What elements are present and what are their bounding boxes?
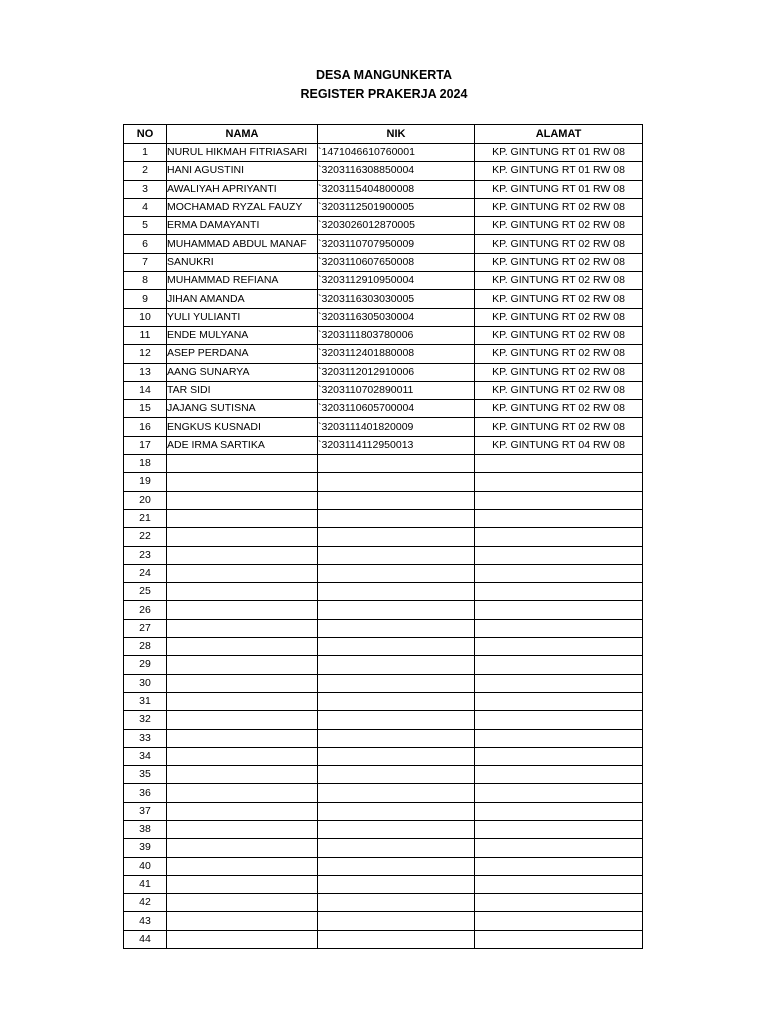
- cell-nik: `3203111401820009: [318, 418, 475, 436]
- table-row: [124, 656, 643, 674]
- cell-nama: [167, 674, 318, 692]
- cell-nik: [318, 473, 475, 491]
- cell-nama: [167, 930, 318, 948]
- cell-nik: [318, 674, 475, 692]
- cell-alamat: KP. GINTUNG RT 02 RW 08: [475, 400, 643, 418]
- cell-nama: MUHAMMAD ABDUL MANAF: [167, 235, 318, 253]
- table-row: [124, 198, 643, 216]
- cell-nama: [167, 656, 318, 674]
- cell-alamat: [475, 839, 643, 857]
- cell-no: 1: [124, 144, 167, 162]
- cell-alamat: [475, 747, 643, 765]
- cell-nama: [167, 820, 318, 838]
- cell-nik: [318, 583, 475, 601]
- cell-nik: [318, 564, 475, 582]
- table-row: [124, 839, 643, 857]
- cell-no: 8: [124, 272, 167, 290]
- cell-nama: [167, 509, 318, 527]
- cell-alamat: KP. GINTUNG RT 02 RW 08: [475, 308, 643, 326]
- cell-nama: [167, 491, 318, 509]
- cell-nik: `3203112501900005: [318, 198, 475, 216]
- cell-nik: `3203116303030005: [318, 290, 475, 308]
- cell-alamat: KP. GINTUNG RT 02 RW 08: [475, 272, 643, 290]
- table-row: [124, 253, 643, 271]
- table-row: [124, 491, 643, 509]
- table-row: [124, 473, 643, 491]
- cell-nama: [167, 564, 318, 582]
- cell-no: 16: [124, 418, 167, 436]
- cell-no: 23: [124, 546, 167, 564]
- header-nik: NIK: [318, 125, 475, 144]
- cell-nama: ENGKUS KUSNADI: [167, 418, 318, 436]
- cell-nama: [167, 601, 318, 619]
- table-row: [124, 326, 643, 344]
- cell-no: 20: [124, 491, 167, 509]
- table-row: [124, 144, 643, 162]
- cell-alamat: KP. GINTUNG RT 01 RW 08: [475, 180, 643, 198]
- cell-no: 7: [124, 253, 167, 271]
- cell-no: 24: [124, 564, 167, 582]
- cell-alamat: [475, 455, 643, 473]
- table-row: [124, 381, 643, 399]
- table-row: [124, 235, 643, 253]
- cell-nik: `3203110707950009: [318, 235, 475, 253]
- cell-nama: YULI YULIANTI: [167, 308, 318, 326]
- cell-alamat: [475, 711, 643, 729]
- cell-nik: [318, 784, 475, 802]
- table-row: [124, 400, 643, 418]
- cell-alamat: KP. GINTUNG RT 02 RW 08: [475, 253, 643, 271]
- table-row: [124, 601, 643, 619]
- cell-alamat: [475, 692, 643, 710]
- cell-nik: `3203112910950004: [318, 272, 475, 290]
- cell-nama: [167, 912, 318, 930]
- cell-nama: [167, 857, 318, 875]
- table-row: [124, 912, 643, 930]
- cell-nama: [167, 747, 318, 765]
- cell-alamat: [475, 857, 643, 875]
- cell-no: 34: [124, 747, 167, 765]
- register-title: REGISTER PRAKERJA 2024: [300, 87, 468, 101]
- cell-nik: [318, 802, 475, 820]
- cell-nik: `3203026012870005: [318, 217, 475, 235]
- cell-nik: [318, 729, 475, 747]
- cell-nama: [167, 875, 318, 893]
- cell-nama: [167, 619, 318, 637]
- cell-nama: HANI AGUSTINI: [167, 162, 318, 180]
- cell-no: 4: [124, 198, 167, 216]
- cell-nik: [318, 601, 475, 619]
- cell-alamat: KP. GINTUNG RT 02 RW 08: [475, 381, 643, 399]
- cell-no: 37: [124, 802, 167, 820]
- cell-nik: [318, 528, 475, 546]
- header-alamat: ALAMAT: [475, 125, 643, 144]
- cell-nik: `3203112012910006: [318, 363, 475, 381]
- cell-no: 42: [124, 894, 167, 912]
- cell-nik: [318, 546, 475, 564]
- cell-nik: `3203116305030004: [318, 308, 475, 326]
- cell-alamat: KP. GINTUNG RT 02 RW 08: [475, 418, 643, 436]
- cell-alamat: [475, 729, 643, 747]
- table-row: [124, 564, 643, 582]
- table-row: [124, 711, 643, 729]
- cell-nik: [318, 930, 475, 948]
- cell-nama: [167, 583, 318, 601]
- table-row: [124, 674, 643, 692]
- document-title-block: [0, 66, 768, 104]
- table-row: [124, 272, 643, 290]
- cell-no: 15: [124, 400, 167, 418]
- cell-nama: [167, 729, 318, 747]
- cell-no: 10: [124, 308, 167, 326]
- cell-alamat: [475, 546, 643, 564]
- cell-nik: [318, 711, 475, 729]
- cell-nama: [167, 546, 318, 564]
- cell-nik: [318, 839, 475, 857]
- cell-alamat: [475, 802, 643, 820]
- cell-nik: [318, 509, 475, 527]
- cell-alamat: KP. GINTUNG RT 02 RW 08: [475, 363, 643, 381]
- table-row: [124, 455, 643, 473]
- cell-nama: [167, 455, 318, 473]
- cell-alamat: [475, 583, 643, 601]
- cell-nama: [167, 839, 318, 857]
- table-row: [124, 583, 643, 601]
- table-row: [124, 894, 643, 912]
- cell-no: 38: [124, 820, 167, 838]
- cell-nama: ERMA DAMAYANTI: [167, 217, 318, 235]
- cell-alamat: [475, 619, 643, 637]
- cell-nama: MUHAMMAD REFIANA: [167, 272, 318, 290]
- cell-nama: SANUKRI: [167, 253, 318, 271]
- cell-no: 35: [124, 766, 167, 784]
- cell-alamat: KP. GINTUNG RT 02 RW 08: [475, 290, 643, 308]
- cell-no: 19: [124, 473, 167, 491]
- cell-no: 14: [124, 381, 167, 399]
- table-row: [124, 766, 643, 784]
- cell-nik: `3203115404800008: [318, 180, 475, 198]
- cell-nik: [318, 638, 475, 656]
- cell-nama: [167, 802, 318, 820]
- cell-alamat: [475, 674, 643, 692]
- cell-no: 36: [124, 784, 167, 802]
- cell-nik: [318, 766, 475, 784]
- cell-no: 13: [124, 363, 167, 381]
- cell-nama: ADE IRMA SARTIKA: [167, 436, 318, 454]
- table-row: [124, 930, 643, 948]
- table-row: [124, 308, 643, 326]
- cell-no: 18: [124, 455, 167, 473]
- cell-alamat: KP. GINTUNG RT 01 RW 08: [475, 144, 643, 162]
- table-row: [124, 345, 643, 363]
- cell-no: 31: [124, 692, 167, 710]
- cell-alamat: [475, 656, 643, 674]
- cell-no: 44: [124, 930, 167, 948]
- cell-nik: [318, 894, 475, 912]
- cell-no: 29: [124, 656, 167, 674]
- cell-no: 33: [124, 729, 167, 747]
- cell-nama: AWALIYAH APRIYANTI: [167, 180, 318, 198]
- cell-alamat: KP. GINTUNG RT 02 RW 08: [475, 326, 643, 344]
- cell-alamat: [475, 509, 643, 527]
- cell-no: 11: [124, 326, 167, 344]
- cell-nama: [167, 711, 318, 729]
- table-row: [124, 747, 643, 765]
- table-row: [124, 802, 643, 820]
- cell-nik: `1471046610760001: [318, 144, 475, 162]
- cell-alamat: KP. GINTUNG RT 02 RW 08: [475, 198, 643, 216]
- cell-no: 6: [124, 235, 167, 253]
- cell-no: 26: [124, 601, 167, 619]
- table-row: [124, 290, 643, 308]
- table-row: [124, 729, 643, 747]
- cell-alamat: KP. GINTUNG RT 04 RW 08: [475, 436, 643, 454]
- cell-nama: [167, 894, 318, 912]
- table-row: [124, 217, 643, 235]
- cell-alamat: KP. GINTUNG RT 02 RW 08: [475, 217, 643, 235]
- cell-alamat: KP. GINTUNG RT 01 RW 08: [475, 162, 643, 180]
- table-row: [124, 692, 643, 710]
- cell-nik: [318, 619, 475, 637]
- cell-nik: [318, 820, 475, 838]
- cell-no: 17: [124, 436, 167, 454]
- table-row: [124, 784, 643, 802]
- cell-nik: `3203112401880008: [318, 345, 475, 363]
- cell-alamat: KP. GINTUNG RT 02 RW 08: [475, 235, 643, 253]
- cell-nama: [167, 528, 318, 546]
- cell-nik: [318, 455, 475, 473]
- cell-no: 40: [124, 857, 167, 875]
- cell-no: 27: [124, 619, 167, 637]
- cell-no: 32: [124, 711, 167, 729]
- table-row: [124, 418, 643, 436]
- cell-nama: JAJANG SUTISNA: [167, 400, 318, 418]
- cell-nama: [167, 766, 318, 784]
- cell-nik: `3203114112950013: [318, 436, 475, 454]
- cell-nik: [318, 875, 475, 893]
- cell-no: 2: [124, 162, 167, 180]
- table-row: [124, 528, 643, 546]
- cell-alamat: [475, 638, 643, 656]
- table-row: [124, 162, 643, 180]
- cell-alamat: [475, 491, 643, 509]
- cell-no: 22: [124, 528, 167, 546]
- table-header-row: [124, 125, 643, 144]
- cell-no: 28: [124, 638, 167, 656]
- cell-alamat: [475, 784, 643, 802]
- cell-no: 9: [124, 290, 167, 308]
- cell-nama: NURUL HIKMAH FITRIASARI: [167, 144, 318, 162]
- cell-nik: `3203111803780006: [318, 326, 475, 344]
- table-row: [124, 363, 643, 381]
- table-row: [124, 509, 643, 527]
- cell-alamat: [475, 473, 643, 491]
- table-row: [124, 820, 643, 838]
- cell-nik: [318, 747, 475, 765]
- cell-nama: ASEP PERDANA: [167, 345, 318, 363]
- cell-alamat: [475, 912, 643, 930]
- cell-alamat: [475, 766, 643, 784]
- cell-nama: JIHAN AMANDA: [167, 290, 318, 308]
- cell-alamat: [475, 875, 643, 893]
- cell-alamat: [475, 528, 643, 546]
- cell-nik: `3203110702890011: [318, 381, 475, 399]
- table-row: [124, 857, 643, 875]
- register-table: [123, 124, 643, 949]
- cell-nama: AANG SUNARYA: [167, 363, 318, 381]
- cell-no: 12: [124, 345, 167, 363]
- cell-no: 5: [124, 217, 167, 235]
- cell-nik: [318, 491, 475, 509]
- cell-alamat: [475, 930, 643, 948]
- cell-nama: [167, 692, 318, 710]
- table-row: [124, 436, 643, 454]
- cell-no: 21: [124, 509, 167, 527]
- header-no: NO: [124, 125, 167, 144]
- cell-nama: [167, 784, 318, 802]
- cell-nik: `3203110605700004: [318, 400, 475, 418]
- cell-nik: `3203110607650008: [318, 253, 475, 271]
- table-row: [124, 619, 643, 637]
- cell-no: 43: [124, 912, 167, 930]
- header-nama: NAMA: [167, 125, 318, 144]
- register-body: [124, 144, 643, 949]
- cell-alamat: KP. GINTUNG RT 02 RW 08: [475, 345, 643, 363]
- cell-nik: `3203116308850004: [318, 162, 475, 180]
- cell-alamat: [475, 894, 643, 912]
- table-row: [124, 638, 643, 656]
- cell-nama: [167, 473, 318, 491]
- cell-nik: [318, 656, 475, 674]
- table-row: [124, 875, 643, 893]
- cell-alamat: [475, 820, 643, 838]
- cell-nik: [318, 912, 475, 930]
- cell-no: 41: [124, 875, 167, 893]
- cell-nama: TAR SIDI: [167, 381, 318, 399]
- village-title: DESA MANGUNKERTA: [315, 68, 453, 82]
- cell-no: 3: [124, 180, 167, 198]
- cell-no: 39: [124, 839, 167, 857]
- table-row: [124, 546, 643, 564]
- cell-nama: MOCHAMAD RYZAL FAUZY: [167, 198, 318, 216]
- cell-nik: [318, 692, 475, 710]
- cell-no: 30: [124, 674, 167, 692]
- cell-alamat: [475, 564, 643, 582]
- cell-no: 25: [124, 583, 167, 601]
- table-row: [124, 180, 643, 198]
- cell-nik: [318, 857, 475, 875]
- cell-nama: ENDE MULYANA: [167, 326, 318, 344]
- cell-alamat: [475, 601, 643, 619]
- cell-nama: [167, 638, 318, 656]
